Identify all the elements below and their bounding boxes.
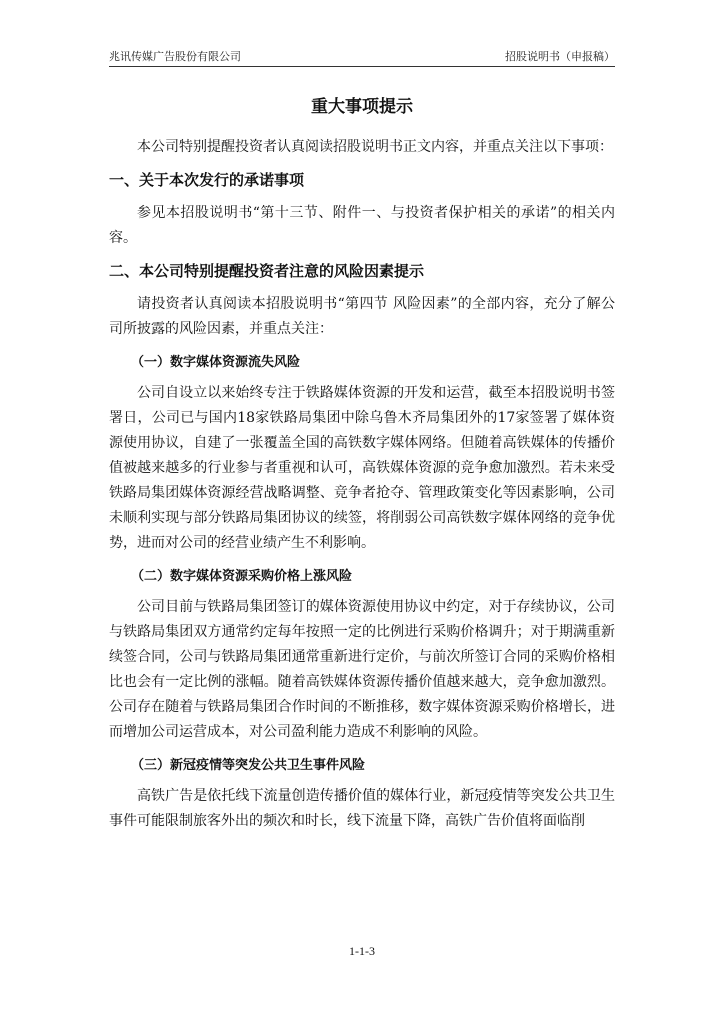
section-1-paragraph: 参见本招股说明书“第十三节、附件一、与投资者保护相关的承诺”的相关内容。 — [109, 205, 615, 246]
subsection-3-paragraph: 高铁广告是依托线下流量创造传播价值的媒体行业，新冠疫情等突发公共卫生事件可能限制旅客外出的频次和时长，线下流量下降，高铁广告价值将面临削 — [109, 788, 615, 829]
section-heading-1: 一、关于本次发行的承诺事项 — [109, 171, 305, 189]
subsection-1-paragraph: 公司自设立以来始终专注于铁路媒体资源的开发和运营，截至本招股说明书签署日，公司已与国内18家铁路局集团中除乌鲁木齐局集团外的17家签署了媒体资源使用协议，自建了一张覆盖全国的高铁数字媒体网络。但随着高铁媒体的传播价值被越来越多的行业参与者重视和认可，高铁媒体资源的竞争愈加激烈。若未来受铁路局集团媒体资源经营战略调整、竞争者抢夺、管理政策变化等因素影响，公司未顺利实现与部分铁路局集团协议的续签，将削弱公司高铁数字媒体网络的竞争优势，进而对公司的经营业绩产生不利影响。 — [109, 385, 615, 551]
document-body — [109, 92, 615, 834]
page-number: 1-1-3 — [349, 944, 375, 958]
subsection-heading-3: （三）新冠疫情等突发公共卫生事件风险 — [131, 758, 366, 773]
section-heading-2: 二、本公司特别提醒投资者注意的风险因素提示 — [109, 262, 425, 280]
header-company-name: 兆讯传媒广告股份有限公司 — [109, 50, 241, 63]
page-title: 重大事项提示 — [311, 97, 413, 117]
header-divider — [109, 66, 615, 67]
subsection-heading-2: （二）数字媒体资源采购价格上涨风险 — [131, 569, 353, 584]
subsection-2-paragraph: 公司目前与铁路局集团签订的媒体资源使用协议中约定，对于存续协议，公司与铁路局集团双方通常约定每年按照一定的比例进行采购价格调升；对于期满重新续签合同，公司与铁路局集团通常重新进行定价，与前次所签订合同的采购价格相比也会有一定比例的涨幅。随着高铁媒体资源传播价值越来越大，竞争愈加激烈。公司存在随着与铁路局集团合作时间的不断推移，数字媒体资源采购价格增长，进而增加公司运营成本，对公司盈利能力造成不利影响的风险。 — [109, 599, 615, 740]
section-2-paragraph: 请投资者认真阅读本招股说明书“第四节 风险因素”的全部内容，充分了解公司所披露的风险因素，并重点关注： — [109, 296, 615, 337]
subsection-heading-1: （一）数字媒体资源流失风险 — [131, 355, 301, 370]
header-document-type: 招股说明书（申报稿） — [505, 50, 615, 63]
intro-paragraph: 本公司特别提醒投资者认真阅读招股说明书正文内容，并重点关注以下事项： — [137, 139, 613, 155]
